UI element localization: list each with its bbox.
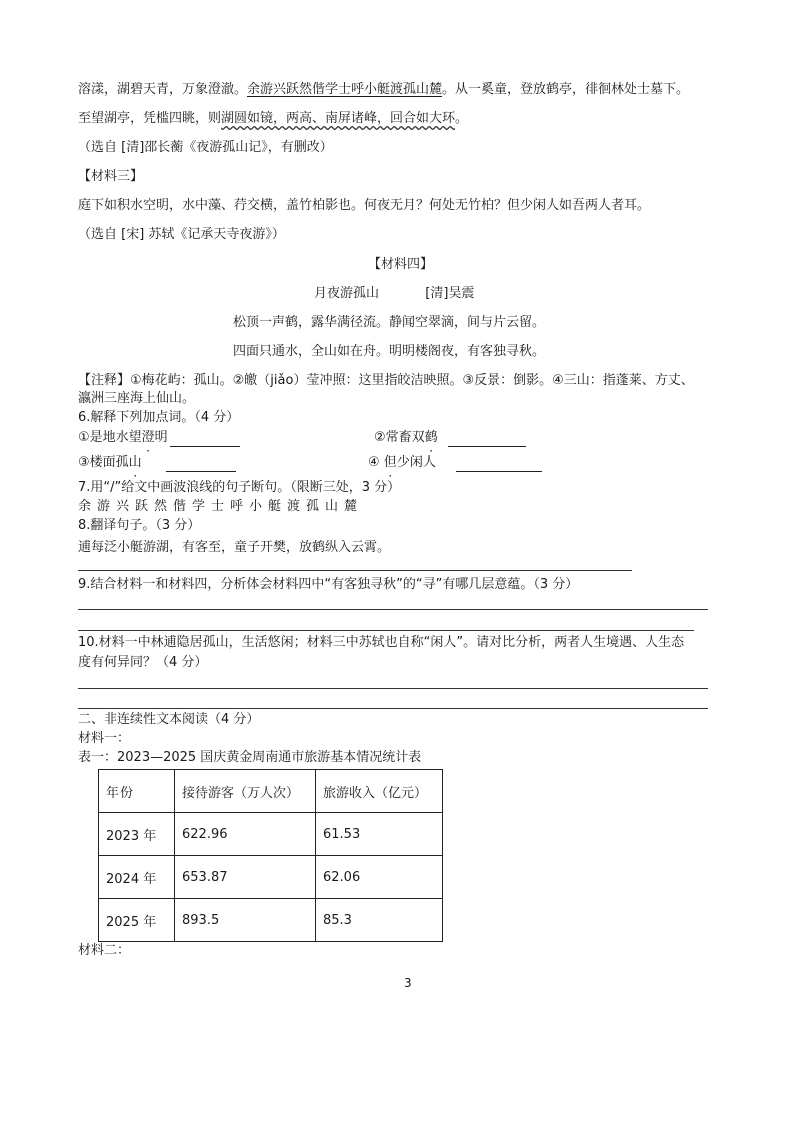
poem-line-2: 四面只通水，全山如在舟。明明楼阁夜，有客独寻秋。 (233, 344, 546, 359)
q6-stem: 6.解释下列加点词。（4 分） (78, 410, 240, 425)
answer-blank[interactable] (456, 457, 542, 472)
q6-item-2 (374, 429, 526, 447)
table-header-row (99, 770, 443, 813)
text: 至望湖亭，凭槛四眺，则 (78, 111, 222, 126)
tourism-stats-table (98, 769, 443, 942)
table-cell: 62.06 (316, 856, 443, 899)
page-number: 3 (404, 976, 412, 990)
text: ④ (368, 455, 384, 470)
q9-stem: 9.结合材料一和材料四，分析体会材料四中“有客独寻秋”的“寻”有哪几层意蕴。（3 分） (78, 577, 579, 592)
poem-line-1: 松顶一声鹤，露华满径流。静闻空翠滴，间与片云留。 (233, 315, 546, 330)
q8-sentence: 逋每泛小艇游湖，有客至，童子开樊，放鹤纵入云霄。 (78, 540, 391, 555)
section2-title: 二、非连续性文本阅读（4 分） (78, 712, 260, 727)
table-cell: 2023 年 (99, 813, 175, 856)
table-header-cell: 接待游客（万人次） (175, 770, 316, 813)
dotted-char: 但 (383, 455, 397, 470)
table-cell: 653.87 (175, 856, 316, 899)
dotted-char: 鹤 (424, 430, 438, 445)
answer-line[interactable] (78, 688, 708, 689)
table-row (99, 899, 443, 942)
material2-line2 (78, 110, 468, 128)
text: ③楼面孤 (78, 455, 129, 470)
answer-line[interactable] (78, 630, 694, 631)
material2-source: （选自 [清]邵长蘅《夜游孤山记》，有删改） (78, 140, 333, 155)
q6-item-1 (78, 429, 240, 447)
material3-source: （选自 [宋] 苏轼《记承天寺夜游》） (78, 227, 285, 242)
text: 。从一奚童，登放鹤亭，徘徊林处士墓下。 (442, 82, 690, 97)
q6-item-3 (78, 454, 236, 472)
q7-sentence: 余游兴跃然偕学士呼小艇渡孤山麓 (78, 499, 364, 514)
underlined-text: 余游兴跃然偕学士呼小艇渡孤山麓 (247, 82, 443, 97)
answer-line[interactable] (78, 609, 708, 610)
answer-blank[interactable] (170, 432, 240, 447)
q10-stem-line-2: 度有何异同？（4 分） (78, 655, 208, 670)
notes-line-1: 【注释】①梅花屿：孤山。②皦（jiǎo）莹冲照：这里指皎洁映照。③反景：倒影。④三山：指蓬莱、方丈、 (78, 373, 694, 388)
table-cell: 893.5 (175, 899, 316, 942)
dotted-char: 山 (128, 455, 142, 470)
answer-blank[interactable] (166, 457, 236, 472)
q7-stem: 7.用“/”给文中画波浪线的句子断句。（限断三处，3 分） (78, 480, 401, 495)
table-cell: 61.53 (316, 813, 443, 856)
section2-material2: 材料二： (78, 943, 131, 958)
text: 明 (154, 430, 168, 445)
text: 少闲人 (396, 455, 436, 470)
table-caption: 表一：2023—2025 国庆黄金周南通市旅游基本情况统计表 (78, 750, 422, 765)
dotted-char: 澄 (141, 430, 155, 445)
q10-stem-line-1: 10.材料一中林逋隐居孤山，生活悠闲；材料三中苏轼也自称“闲人”。请对比分析，两者人生境遇、人生态 (78, 635, 685, 650)
poem-title: 月夜游孤山 (314, 286, 380, 301)
poem-heading (314, 285, 474, 303)
table-header-cell: 年份 (99, 770, 175, 813)
answer-line[interactable] (78, 570, 632, 571)
material3-title: 【材料三】 (78, 169, 144, 184)
answer-line[interactable] (78, 708, 708, 709)
poem-author: [清]吴震 (425, 286, 475, 301)
notes-line-2: 瀛洲三座海上仙山。 (78, 391, 196, 406)
text: 溶漾，湖碧天青，万象澄澈。 (78, 82, 248, 97)
material2-line1 (78, 81, 689, 99)
q6-item-4 (368, 454, 542, 472)
q8-stem: 8.翻译句子。（3 分） (78, 518, 201, 533)
answer-blank[interactable] (448, 432, 526, 447)
table-cell: 622.96 (175, 813, 316, 856)
table-header-cell: 旅游收入（亿元） (316, 770, 443, 813)
text: 。 (455, 111, 469, 126)
table-cell: 2025 年 (99, 899, 175, 942)
text: ①是地水望 (78, 430, 142, 445)
table-row (99, 813, 443, 856)
wavy-underlined-text: 湖圆如镜，两高、南屏诸峰，回合如大环 (221, 111, 456, 126)
material4-title: 【材料四】 (368, 257, 434, 272)
section2-material1: 材料一： (78, 731, 131, 746)
table-row (99, 856, 443, 899)
table-cell: 2024 年 (99, 856, 175, 899)
table-cell: 85.3 (316, 899, 443, 942)
material3-text: 庭下如积水空明，水中藻、荇交横，盖竹柏影也。何夜无月？何处无竹柏？但少闲人如吾两人者耳。 (78, 198, 651, 213)
text: ②常畜双 (374, 430, 425, 445)
